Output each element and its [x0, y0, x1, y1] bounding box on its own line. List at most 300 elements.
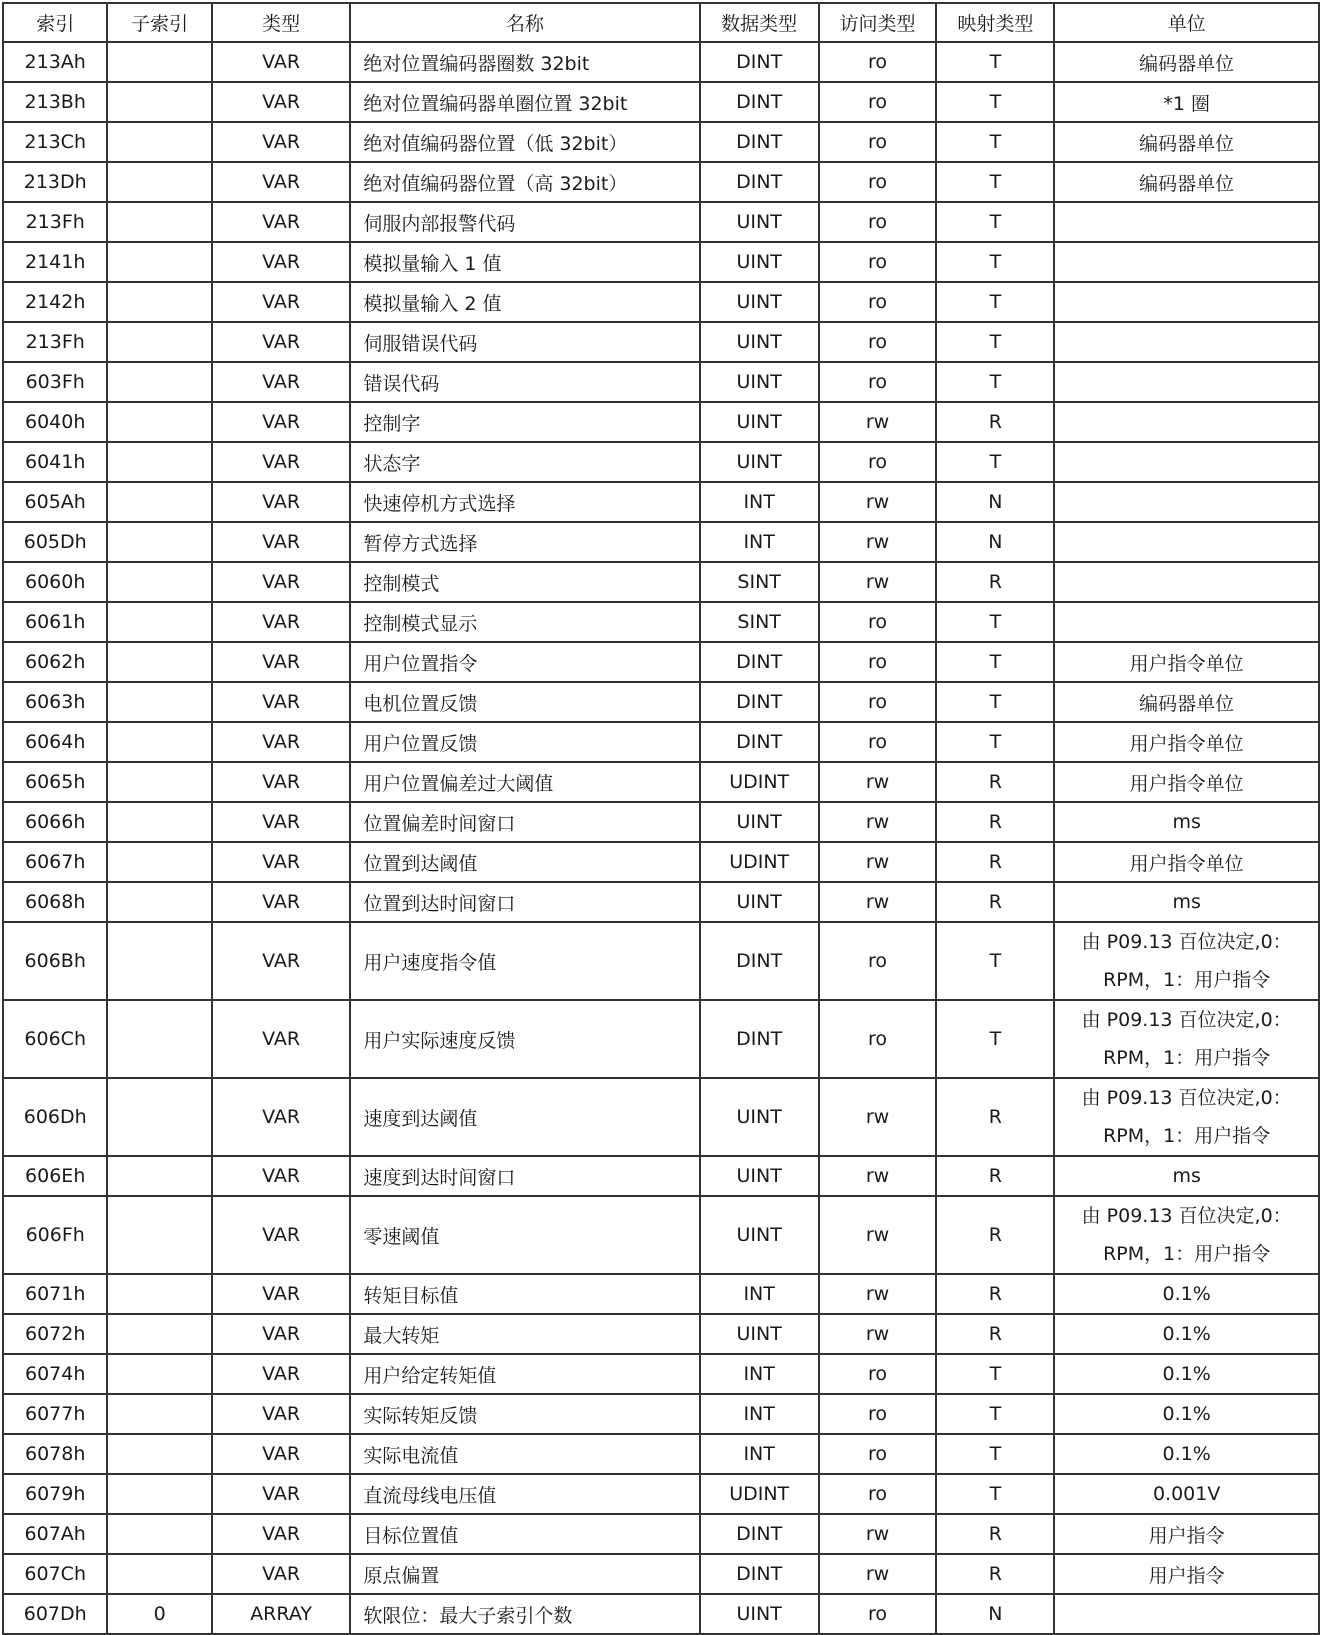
- cell-subindex: [107, 1354, 211, 1394]
- cell-mapping: T: [936, 122, 1054, 162]
- cell-subindex: [107, 1156, 211, 1196]
- cell-mapping: T: [936, 162, 1054, 202]
- cell-access: rw: [819, 1314, 937, 1354]
- cell-type: VAR: [212, 242, 351, 282]
- cell-name: 绝对位置编码器圈数 32bit: [350, 42, 699, 82]
- table-row: [3, 1514, 1319, 1554]
- cell-type: VAR: [212, 42, 351, 82]
- cell-subindex: [107, 402, 211, 442]
- cell-type: VAR: [212, 1514, 351, 1554]
- cell-index: 6074h: [3, 1354, 107, 1394]
- cell-access: ro: [819, 642, 937, 682]
- cell-index: 606Ch: [3, 1000, 107, 1078]
- cell-name: 原点偏置: [350, 1554, 699, 1594]
- cell-mapping: T: [936, 602, 1054, 642]
- cell-datatype: UINT: [700, 1156, 819, 1196]
- header-index: 索引: [3, 3, 107, 42]
- header-unit: 单位: [1054, 3, 1319, 42]
- cell-index: 213Fh: [3, 202, 107, 242]
- table-body: [3, 42, 1319, 1634]
- cell-unit: [1054, 482, 1319, 522]
- cell-name: 绝对值编码器位置（低 32bit）: [350, 122, 699, 162]
- cell-index: 213Bh: [3, 82, 107, 122]
- cell-index: 607Dh: [3, 1594, 107, 1634]
- cell-access: rw: [819, 1196, 937, 1274]
- cell-mapping: R: [936, 562, 1054, 602]
- cell-access: rw: [819, 1514, 937, 1554]
- cell-access: ro: [819, 1000, 937, 1078]
- cell-access: ro: [819, 362, 937, 402]
- cell-type: VAR: [212, 642, 351, 682]
- cell-index: 6071h: [3, 1274, 107, 1314]
- cell-name: 用户给定转矩值: [350, 1354, 699, 1394]
- cell-access: rw: [819, 842, 937, 882]
- cell-mapping: T: [936, 642, 1054, 682]
- cell-name: 目标位置值: [350, 1514, 699, 1554]
- cell-subindex: [107, 1554, 211, 1594]
- cell-unit: *1 圈: [1054, 82, 1319, 122]
- cell-name: 速度到达时间窗口: [350, 1156, 699, 1196]
- table-row: [3, 1314, 1319, 1354]
- cell-mapping: T: [936, 42, 1054, 82]
- cell-unit: 0.1%: [1054, 1314, 1319, 1354]
- cell-unit: [1054, 602, 1319, 642]
- cell-datatype: INT: [700, 1434, 819, 1474]
- table-row: [3, 842, 1319, 882]
- cell-datatype: DINT: [700, 1554, 819, 1594]
- cell-mapping: T: [936, 722, 1054, 762]
- cell-unit: 用户指令单位: [1054, 762, 1319, 802]
- table-row: [3, 1474, 1319, 1514]
- cell-datatype: SINT: [700, 562, 819, 602]
- cell-access: rw: [819, 802, 937, 842]
- cell-type: VAR: [212, 442, 351, 482]
- cell-datatype: DINT: [700, 42, 819, 82]
- cell-subindex: [107, 362, 211, 402]
- cell-datatype: UINT: [700, 1078, 819, 1156]
- cell-index: 6041h: [3, 442, 107, 482]
- table-row: [3, 1354, 1319, 1394]
- cell-unit: 编码器单位: [1054, 162, 1319, 202]
- cell-mapping: R: [936, 762, 1054, 802]
- cell-access: rw: [819, 1156, 937, 1196]
- cell-type: VAR: [212, 602, 351, 642]
- cell-access: ro: [819, 202, 937, 242]
- cell-datatype: INT: [700, 522, 819, 562]
- cell-access: rw: [819, 482, 937, 522]
- cell-type: VAR: [212, 1000, 351, 1078]
- cell-access: rw: [819, 1554, 937, 1594]
- table-row: [3, 162, 1319, 202]
- cell-type: VAR: [212, 322, 351, 362]
- cell-subindex: [107, 842, 211, 882]
- cell-subindex: [107, 482, 211, 522]
- cell-index: 6078h: [3, 1434, 107, 1474]
- cell-type: VAR: [212, 1434, 351, 1474]
- cell-datatype: DINT: [700, 682, 819, 722]
- cell-mapping: R: [936, 402, 1054, 442]
- cell-type: VAR: [212, 162, 351, 202]
- cell-subindex: [107, 322, 211, 362]
- cell-type: VAR: [212, 482, 351, 522]
- table-row: [3, 42, 1319, 82]
- cell-unit: 0.1%: [1054, 1354, 1319, 1394]
- cell-datatype: DINT: [700, 1000, 819, 1078]
- table-row: [3, 682, 1319, 722]
- cell-name: 快速停机方式选择: [350, 482, 699, 522]
- cell-access: ro: [819, 162, 937, 202]
- cell-unit: [1054, 562, 1319, 602]
- cell-subindex: [107, 1434, 211, 1474]
- cell-type: VAR: [212, 722, 351, 762]
- cell-datatype: DINT: [700, 162, 819, 202]
- header-name: 名称: [350, 3, 699, 42]
- cell-subindex: [107, 522, 211, 562]
- cell-type: VAR: [212, 1554, 351, 1594]
- cell-access: ro: [819, 1434, 937, 1474]
- table-row: [3, 362, 1319, 402]
- cell-type: VAR: [212, 562, 351, 602]
- cell-subindex: [107, 82, 211, 122]
- cell-mapping: R: [936, 1196, 1054, 1274]
- cell-name: 伺服错误代码: [350, 322, 699, 362]
- cell-subindex: [107, 1274, 211, 1314]
- cell-index: 6065h: [3, 762, 107, 802]
- cell-subindex: [107, 1000, 211, 1078]
- cell-mapping: T: [936, 1354, 1054, 1394]
- cell-subindex: 0: [107, 1594, 211, 1634]
- cell-datatype: UINT: [700, 882, 819, 922]
- cell-index: 6063h: [3, 682, 107, 722]
- cell-unit: 由 P09.13 百位决定,0：RPM，1：用户指令: [1054, 1078, 1319, 1156]
- cell-mapping: N: [936, 1594, 1054, 1634]
- cell-name: 实际转矩反馈: [350, 1394, 699, 1434]
- cell-datatype: UDINT: [700, 762, 819, 802]
- cell-type: VAR: [212, 1354, 351, 1394]
- cell-index: 606Eh: [3, 1156, 107, 1196]
- cell-datatype: DINT: [700, 922, 819, 1000]
- cell-subindex: [107, 1514, 211, 1554]
- cell-name: 软限位：最大子索引个数: [350, 1594, 699, 1634]
- table-row: [3, 402, 1319, 442]
- cell-datatype: DINT: [700, 122, 819, 162]
- cell-datatype: DINT: [700, 722, 819, 762]
- cell-mapping: T: [936, 1000, 1054, 1078]
- cell-mapping: T: [936, 922, 1054, 1000]
- cell-name: 直流母线电压值: [350, 1474, 699, 1514]
- cell-type: VAR: [212, 1156, 351, 1196]
- cell-datatype: UINT: [700, 322, 819, 362]
- cell-name: 位置到达阈值: [350, 842, 699, 882]
- cell-datatype: INT: [700, 482, 819, 522]
- table-row: [3, 1274, 1319, 1314]
- table-row: [3, 1156, 1319, 1196]
- cell-index: 6079h: [3, 1474, 107, 1514]
- cell-datatype: UINT: [700, 362, 819, 402]
- cell-access: ro: [819, 1594, 937, 1634]
- cell-type: VAR: [212, 682, 351, 722]
- cell-name: 模拟量输入 2 值: [350, 282, 699, 322]
- cell-subindex: [107, 562, 211, 602]
- cell-unit: [1054, 402, 1319, 442]
- cell-unit: 用户指令单位: [1054, 642, 1319, 682]
- cell-subindex: [107, 722, 211, 762]
- cell-index: 606Bh: [3, 922, 107, 1000]
- header-datatype: 数据类型: [700, 3, 819, 42]
- cell-unit: 编码器单位: [1054, 122, 1319, 162]
- cell-index: 6077h: [3, 1394, 107, 1434]
- cell-access: rw: [819, 562, 937, 602]
- cell-access: ro: [819, 1354, 937, 1394]
- cell-type: VAR: [212, 1394, 351, 1434]
- cell-mapping: R: [936, 1274, 1054, 1314]
- cell-name: 用户位置偏差过大阈值: [350, 762, 699, 802]
- cell-type: VAR: [212, 1196, 351, 1274]
- cell-datatype: UINT: [700, 202, 819, 242]
- table-row: [3, 922, 1319, 1000]
- cell-unit: [1054, 322, 1319, 362]
- cell-access: ro: [819, 722, 937, 762]
- cell-mapping: T: [936, 82, 1054, 122]
- cell-name: 最大转矩: [350, 1314, 699, 1354]
- cell-name: 用户位置指令: [350, 642, 699, 682]
- table-row: [3, 482, 1319, 522]
- cell-datatype: UINT: [700, 282, 819, 322]
- table-row: [3, 602, 1319, 642]
- table-row: [3, 1394, 1319, 1434]
- header-access: 访问类型: [819, 3, 937, 42]
- cell-type: VAR: [212, 1078, 351, 1156]
- table-row: [3, 442, 1319, 482]
- cell-mapping: N: [936, 482, 1054, 522]
- cell-type: VAR: [212, 762, 351, 802]
- cell-subindex: [107, 122, 211, 162]
- cell-subindex: [107, 282, 211, 322]
- header-mapping: 映射类型: [936, 3, 1054, 42]
- cell-index: 606Dh: [3, 1078, 107, 1156]
- cell-access: ro: [819, 1394, 937, 1434]
- cell-type: VAR: [212, 922, 351, 1000]
- cell-datatype: INT: [700, 1354, 819, 1394]
- cell-unit: 用户指令单位: [1054, 842, 1319, 882]
- cell-index: 2141h: [3, 242, 107, 282]
- cell-access: ro: [819, 82, 937, 122]
- cell-datatype: SINT: [700, 602, 819, 642]
- cell-name: 错误代码: [350, 362, 699, 402]
- cell-index: 606Fh: [3, 1196, 107, 1274]
- cell-unit: 0.1%: [1054, 1434, 1319, 1474]
- cell-index: 213Fh: [3, 322, 107, 362]
- cell-access: rw: [819, 1274, 937, 1314]
- cell-mapping: T: [936, 442, 1054, 482]
- cell-name: 实际电流值: [350, 1434, 699, 1474]
- cell-subindex: [107, 202, 211, 242]
- cell-datatype: DINT: [700, 1514, 819, 1554]
- cell-subindex: [107, 602, 211, 642]
- cell-index: 607Ah: [3, 1514, 107, 1554]
- cell-mapping: R: [936, 1514, 1054, 1554]
- cell-name: 用户速度指令值: [350, 922, 699, 1000]
- cell-unit: [1054, 202, 1319, 242]
- cell-mapping: T: [936, 1394, 1054, 1434]
- cell-unit: ms: [1054, 1156, 1319, 1196]
- cell-subindex: [107, 802, 211, 842]
- cell-index: 6067h: [3, 842, 107, 882]
- cell-name: 位置偏差时间窗口: [350, 802, 699, 842]
- cell-access: ro: [819, 602, 937, 642]
- cell-datatype: UDINT: [700, 842, 819, 882]
- table-row: [3, 562, 1319, 602]
- cell-subindex: [107, 242, 211, 282]
- table-row: [3, 522, 1319, 562]
- cell-name: 转矩目标值: [350, 1274, 699, 1314]
- cell-index: 605Dh: [3, 522, 107, 562]
- cell-type: VAR: [212, 882, 351, 922]
- cell-access: rw: [819, 882, 937, 922]
- cell-datatype: INT: [700, 1274, 819, 1314]
- cell-type: VAR: [212, 362, 351, 402]
- cell-datatype: UINT: [700, 402, 819, 442]
- cell-unit: ms: [1054, 802, 1319, 842]
- cell-access: ro: [819, 42, 937, 82]
- cell-type: VAR: [212, 1474, 351, 1514]
- cell-unit: 编码器单位: [1054, 42, 1319, 82]
- cell-index: 603Fh: [3, 362, 107, 402]
- table-header-row: [3, 3, 1319, 42]
- cell-index: 605Ah: [3, 482, 107, 522]
- table-row: [3, 1554, 1319, 1594]
- cell-access: rw: [819, 402, 937, 442]
- cell-type: VAR: [212, 282, 351, 322]
- cell-unit: [1054, 242, 1319, 282]
- cell-unit: [1054, 282, 1319, 322]
- cell-mapping: N: [936, 522, 1054, 562]
- cell-index: 213Dh: [3, 162, 107, 202]
- table-row: [3, 122, 1319, 162]
- cell-index: 607Ch: [3, 1554, 107, 1594]
- cell-unit: ms: [1054, 882, 1319, 922]
- cell-access: rw: [819, 522, 937, 562]
- cell-access: ro: [819, 242, 937, 282]
- cell-datatype: DINT: [700, 82, 819, 122]
- cell-mapping: R: [936, 1554, 1054, 1594]
- cell-unit: 0.1%: [1054, 1274, 1319, 1314]
- cell-unit: 由 P09.13 百位决定,0：RPM，1：用户指令: [1054, 922, 1319, 1000]
- table-row: [3, 202, 1319, 242]
- table-row: [3, 82, 1319, 122]
- cell-datatype: UINT: [700, 1196, 819, 1274]
- cell-mapping: R: [936, 1078, 1054, 1156]
- cell-datatype: UINT: [700, 802, 819, 842]
- cell-mapping: R: [936, 1314, 1054, 1354]
- cell-datatype: UINT: [700, 1314, 819, 1354]
- cell-mapping: T: [936, 282, 1054, 322]
- cell-datatype: INT: [700, 1394, 819, 1434]
- cell-subindex: [107, 922, 211, 1000]
- table-row: [3, 1434, 1319, 1474]
- table-row: [3, 802, 1319, 842]
- cell-subindex: [107, 1196, 211, 1274]
- cell-name: 速度到达阈值: [350, 1078, 699, 1156]
- cell-mapping: T: [936, 202, 1054, 242]
- cell-index: 6064h: [3, 722, 107, 762]
- cell-mapping: R: [936, 1156, 1054, 1196]
- cell-type: VAR: [212, 1274, 351, 1314]
- cell-unit: 编码器单位: [1054, 682, 1319, 722]
- cell-datatype: UINT: [700, 1594, 819, 1634]
- cell-name: 暂停方式选择: [350, 522, 699, 562]
- cell-datatype: DINT: [700, 642, 819, 682]
- cell-unit: 由 P09.13 百位决定,0：RPM，1：用户指令: [1054, 1196, 1319, 1274]
- cell-unit: 由 P09.13 百位决定,0：RPM，1：用户指令: [1054, 1000, 1319, 1078]
- cell-mapping: T: [936, 322, 1054, 362]
- cell-unit: 用户指令单位: [1054, 722, 1319, 762]
- cell-datatype: UDINT: [700, 1474, 819, 1514]
- cell-access: ro: [819, 1474, 937, 1514]
- table-row: [3, 1078, 1319, 1156]
- cell-access: ro: [819, 922, 937, 1000]
- table-row: [3, 762, 1319, 802]
- cell-unit: 用户指令: [1054, 1554, 1319, 1594]
- cell-mapping: T: [936, 242, 1054, 282]
- cell-type: VAR: [212, 402, 351, 442]
- cell-access: rw: [819, 1078, 937, 1156]
- cell-index: 6066h: [3, 802, 107, 842]
- cell-index: 213Ch: [3, 122, 107, 162]
- cell-name: 零速阈值: [350, 1196, 699, 1274]
- cell-subindex: [107, 42, 211, 82]
- cell-name: 模拟量输入 1 值: [350, 242, 699, 282]
- cell-index: 6068h: [3, 882, 107, 922]
- table-row: [3, 642, 1319, 682]
- cell-access: rw: [819, 762, 937, 802]
- cell-unit: [1054, 442, 1319, 482]
- cell-index: 6061h: [3, 602, 107, 642]
- table-row: [3, 282, 1319, 322]
- table-row: [3, 322, 1319, 362]
- cell-mapping: T: [936, 362, 1054, 402]
- cell-type: VAR: [212, 522, 351, 562]
- cell-datatype: UINT: [700, 242, 819, 282]
- cell-index: 6040h: [3, 402, 107, 442]
- cell-unit: 用户指令: [1054, 1514, 1319, 1554]
- table-row: [3, 1196, 1319, 1274]
- cell-name: 状态字: [350, 442, 699, 482]
- cell-subindex: [107, 1474, 211, 1514]
- cell-subindex: [107, 682, 211, 722]
- cell-name: 绝对位置编码器单圈位置 32bit: [350, 82, 699, 122]
- cell-mapping: T: [936, 1434, 1054, 1474]
- cell-unit: [1054, 362, 1319, 402]
- cell-mapping: R: [936, 882, 1054, 922]
- cell-name: 绝对值编码器位置（高 32bit）: [350, 162, 699, 202]
- cell-name: 控制字: [350, 402, 699, 442]
- table-row: [3, 722, 1319, 762]
- cell-datatype: UINT: [700, 442, 819, 482]
- cell-mapping: T: [936, 1474, 1054, 1514]
- cell-access: ro: [819, 682, 937, 722]
- cell-unit: [1054, 522, 1319, 562]
- cell-unit: 0.1%: [1054, 1394, 1319, 1434]
- cell-type: VAR: [212, 842, 351, 882]
- cell-subindex: [107, 762, 211, 802]
- cell-name: 控制模式: [350, 562, 699, 602]
- cell-index: 6062h: [3, 642, 107, 682]
- cell-type: VAR: [212, 122, 351, 162]
- header-type: 类型: [212, 3, 351, 42]
- cell-unit: [1054, 1594, 1319, 1634]
- table-row: [3, 242, 1319, 282]
